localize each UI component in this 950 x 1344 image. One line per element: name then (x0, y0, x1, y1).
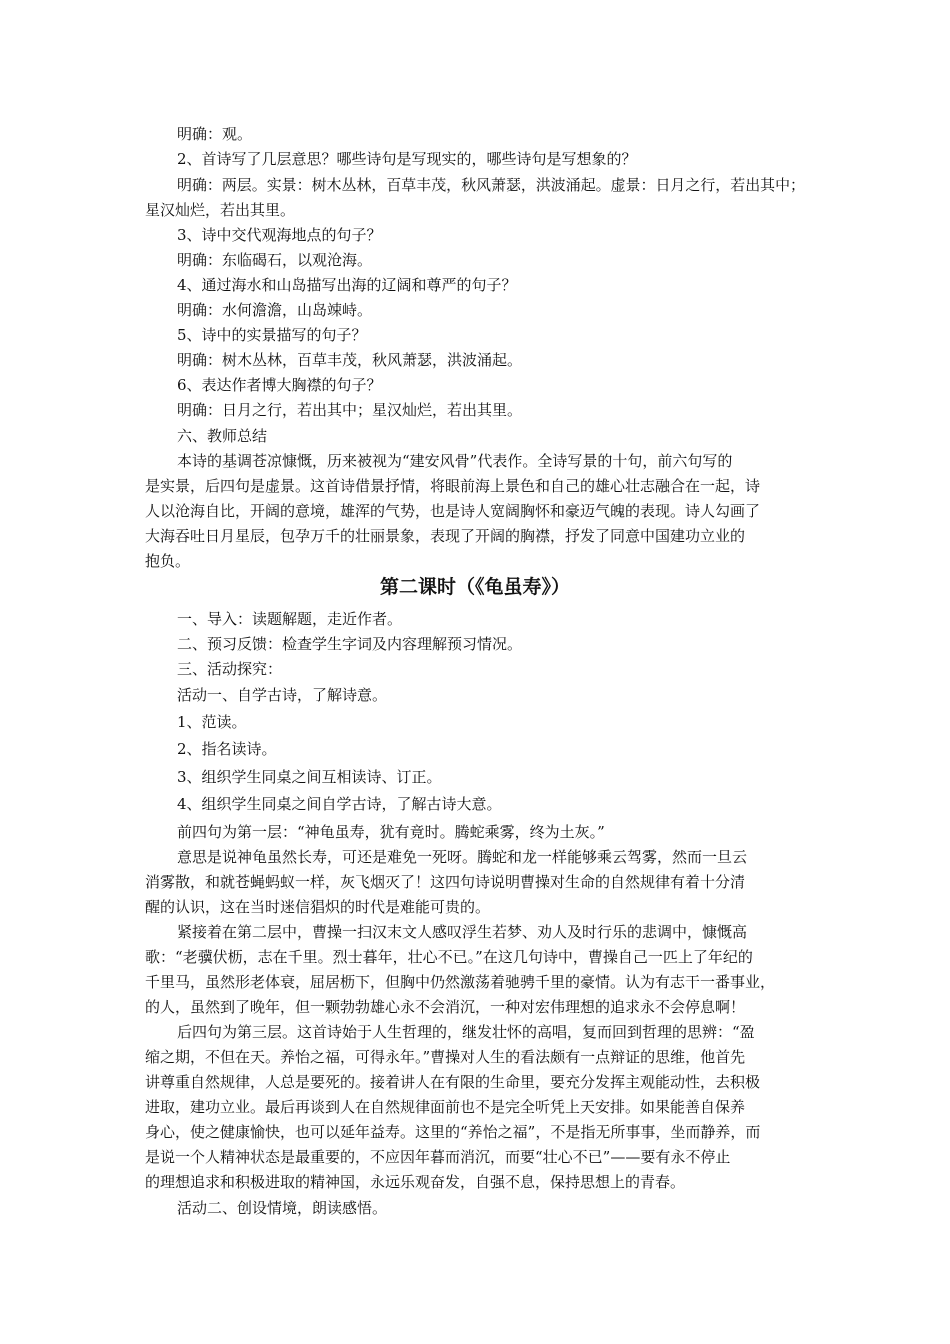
paragraph-line: 醒的认识，这在当时迷信猖炽的时代是难能可贵的。 (145, 898, 491, 916)
paragraph-line: 缩之期，不但在天。养怡之福，可得永年。”曹操对人生的看法颇有一点辩证的思维，他首先 (145, 1048, 746, 1066)
question-line: 4、通过海水和山岛描写出海的辽阔和尊严的句子？ (177, 276, 517, 294)
list-item: 3、组织学生同桌之间互相读诗、订正。 (177, 768, 442, 786)
paragraph-line: 讲尊重自然规律，人总是要死的。接着讲人在有限的生命里，要充分发挥主观能动性，去积极 (145, 1073, 761, 1091)
step-line: 二、预习反馈：检查学生字词及内容理解预习情况。 (177, 635, 523, 653)
paragraph-line: 人以沧海自比，开阔的意境，雄浑的气势，也是诗人宽阔胸怀和豪迈气魄的表现。诗人勾画了 (145, 502, 761, 520)
paragraph-line: 抱负。 (145, 552, 191, 570)
paragraph-line: 的理想追求和积极进取的精神国，永远乐观奋发，自强不息，保持思想上的青春。 (145, 1173, 686, 1191)
paragraph-line: 消雾散，和就苍蝇蚂蚁一样，灰飞烟灭了！这四句诗说明曹操对生命的自然规律有着十分清 (145, 873, 746, 891)
paragraph-line: 是实景，后四句是虚景。这首诗借景抒情，将眼前海上景色和自己的雄心壮志融合在一起，诗 (145, 477, 761, 495)
paragraph-line: 大海吞吐日月星辰，包孕万千的壮丽景象，表现了开阔的胸襟，抒发了同意中国建功立业的 (145, 527, 746, 545)
question-line: 6、表达作者博大胸襟的句子？ (177, 376, 382, 394)
paragraph-line: 本诗的基调苍凉慷慨，历来被视为“建安风骨”代表作。全诗写景的十句，前六句写的 (177, 452, 733, 470)
answer-line: 明确：东临碣石，以观沧海。 (177, 251, 373, 269)
list-item: 1、范读。 (177, 713, 247, 731)
paragraph-line: 后四句为第三层。这首诗始于人生哲理的，继发壮怀的高唱，复而回到哲理的思辨：“盈 (177, 1023, 755, 1041)
list-item: 4、组织学生同桌之间自学古诗，了解古诗大意。 (177, 795, 502, 813)
answer-line: 明确：水何澹澹，山岛竦峙。 (177, 301, 373, 319)
paragraph-line: 进取，建功立业。最后再谈到人在自然规律面前也不是完全听凭上天安排。如果能善自保养 (145, 1098, 746, 1116)
paragraph-line: 前四句为第一层：“神龟虽寿，犹有竟时。腾蛇乘雾，终为土灰。” (177, 823, 605, 841)
step-line: 一、导入：读题解题，走近作者。 (177, 610, 403, 628)
paragraph-line: 是说一个人精神状态是最重要的，不应因年暮而消沉，而要“壮心不已”——要有永不停止 (145, 1148, 731, 1166)
activity-heading: 活动二、创设情境，朗读感悟。 (177, 1199, 388, 1217)
paragraph-line: 身心，使之健康愉快，也可以延年益寿。这里的“养怡之福”，不是指无所事事，坐而静养，而 (145, 1123, 761, 1141)
answer-line: 明确：树木丛林，百草丰茂，秋风萧瑟，洪波涌起。 (177, 351, 523, 369)
text-line: 星汉灿烂，若出其里。 (145, 201, 296, 219)
answer-line: 明确：日月之行，若出其中；星汉灿烂，若出其里。 (177, 401, 523, 419)
paragraph-line: 歌：“老骥伏枥，志在千里。烈士暮年，壮心不已。”在这几句诗中，曹操自己一匹上了年纪的 (145, 948, 753, 966)
text-line: 明确：观。 (177, 125, 253, 143)
paragraph-line: 的人，虽然到了晚年，但一颗勃勃雄心永不会消沉，一种对宏伟理想的追求永不会停息啊！ (145, 998, 746, 1016)
question-line: 2、首诗写了几层意思？哪些诗句是写现实的，哪些诗句是写想象的？ (177, 150, 637, 168)
activity-heading: 活动一、自学古诗，了解诗意。 (177, 686, 388, 704)
paragraph-line: 紧接着在第二层中，曹操一扫汉末文人感叹浮生若梦、劝人及时行乐的悲调中，慷慨高 (177, 923, 748, 941)
paragraph-line: 意思是说神龟虽然长寿，可还是难免一死呀。腾蛇和龙一样能够乘云驾雾，然而一旦云 (177, 848, 748, 866)
answer-line: 明确：两层。实景：树木丛林，百草丰茂，秋风萧瑟，洪波涌起。虚景：日月之行，若出其中； (177, 176, 806, 194)
lesson-title: 第二课时（《龟虽寿》） (379, 576, 570, 598)
list-item: 2、指名读诗。 (177, 740, 277, 758)
question-line: 5、诗中的实景描写的句子？ (177, 326, 367, 344)
section-heading: 六、教师总结 (177, 427, 268, 445)
question-line: 3、诗中交代观海地点的句子？ (177, 226, 382, 244)
step-line: 三、活动探究： (177, 660, 283, 678)
paragraph-line: 千里马，虽然形老体衰，屈居枥下，但胸中仍然激荡着驰骋千里的豪情。认为有志干一番事业， (145, 973, 776, 991)
